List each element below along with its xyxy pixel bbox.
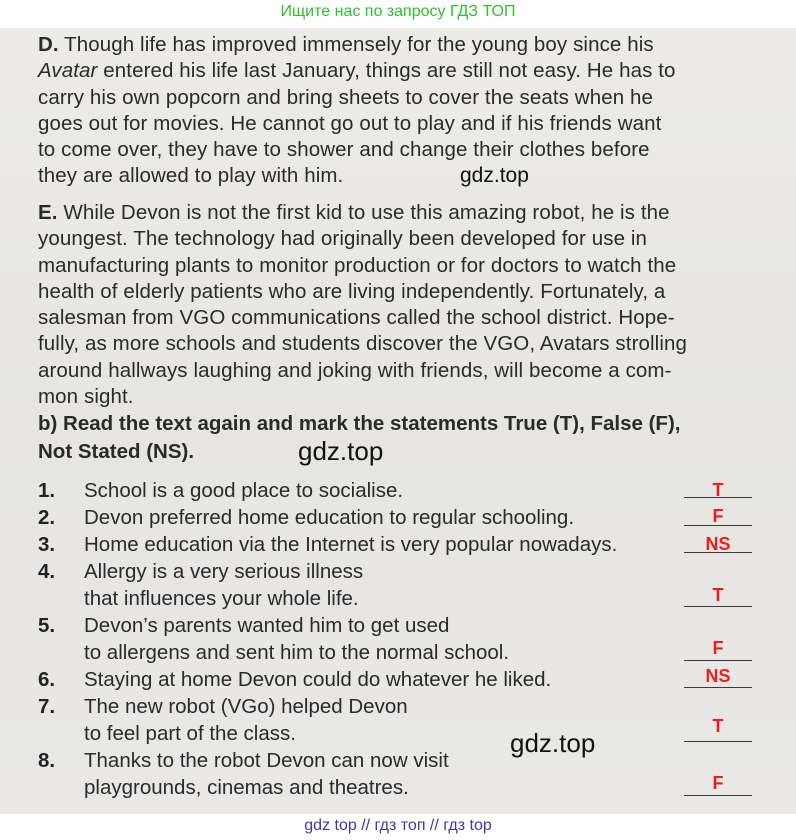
- statement-6-number: 6.: [38, 668, 56, 691]
- statement-5-text-line-1: Devon’s parents wanted him to get used: [84, 614, 450, 637]
- paragraph-d-line-3: carry his own popcorn and bring sheets to cover the seats when he: [38, 85, 654, 109]
- paragraph-e-line-8: mon sight.: [38, 385, 134, 409]
- avatar-italic: Avatar: [38, 59, 98, 83]
- statement-2-blank: [684, 524, 752, 526]
- statement-1-blank: [684, 496, 752, 498]
- top-banner: Ищите нас по запросу ГДЗ ТОП: [0, 0, 796, 28]
- statement-4-text-line-2: that influences your whole life.: [84, 587, 359, 610]
- statement-3-answer: NS: [705, 534, 731, 554]
- paragraph-e-line-5: salesman from VGO communications called the school district. Hope-: [38, 306, 675, 330]
- task-instruction: b) Read the text again and mark the statements True (T), False (F), Not Stated (NS).: [38, 412, 681, 463]
- statement-6-answer: NS: [705, 666, 731, 686]
- paragraph-e-line-1: E. While Devon is not the first kid to use this amazing robot, he is the: [38, 201, 670, 224]
- watermark-2: gdz.top: [298, 436, 384, 466]
- statement-3-blank: [684, 551, 752, 553]
- bottom-banner: gdz top // гдз топ // гдз top: [0, 814, 796, 840]
- statement-4-answer: T: [712, 585, 724, 605]
- statement-7-number: 7.: [38, 695, 56, 718]
- statement-8-number: 8.: [38, 749, 56, 772]
- statement-4-text-line-1: Allergy is a very serious illness: [84, 560, 364, 583]
- statement-1-text: School is a good place to socialise.: [84, 479, 404, 502]
- statement-3-text: Home education via the Internet is very popular nowadays.: [84, 533, 618, 556]
- paragraph-e-line-2: youngest. The technology had originally been developed for use in: [38, 227, 648, 251]
- paragraph-d-line-6: they are allowed to play with him.: [38, 164, 344, 188]
- paragraph-d-letter: D.: [38, 33, 59, 56]
- paragraph-d: [38, 32, 774, 190]
- statement-7-text-line-2: to feel part of the class.: [84, 722, 296, 745]
- statement-6-blank: [684, 686, 752, 688]
- paragraph-d-line-2: Avatar entered his life last January, things are still not easy. He has to: [38, 59, 676, 83]
- statement-4-blank: [684, 605, 752, 607]
- statement-8-answer: F: [712, 773, 724, 793]
- statement-5-answer: F: [712, 638, 724, 658]
- textbook-page: [0, 28, 796, 814]
- statement-7-text-line-1: The new robot (VGo) helped Devon: [84, 695, 408, 718]
- watermark-3: gdz.top: [510, 728, 596, 758]
- paragraph-e-line-3: manufacturing plants to monitor production or for doctors to watch the: [38, 253, 677, 277]
- paragraph-e: [38, 200, 774, 410]
- watermark-1: gdz.top: [460, 164, 529, 187]
- paragraph-e-letter: E.: [38, 201, 58, 224]
- statement-1-number: 1.: [38, 479, 56, 502]
- statement-2-answer: F: [712, 506, 724, 526]
- statement-7-blank: [684, 740, 752, 742]
- statement-2-number: 2.: [38, 506, 56, 529]
- paragraph-e-line-4: health of elderly patients who are living independently. Fortunately, a: [38, 279, 666, 303]
- paragraph-e-line-7: around hallways laughing and joking with friends, will become a com-: [38, 358, 672, 382]
- statement-1-answer: T: [712, 480, 724, 500]
- statement-5-text-line-2: to allergens and sent him to the normal school.: [84, 641, 510, 664]
- statement-8-blank: [684, 794, 752, 796]
- paragraph-e-line-6: fully, as more schools and students discover the VGO, Avatars strolling: [38, 332, 687, 356]
- statement-8-text-line-2: playgrounds, cinemas and theatres.: [84, 776, 409, 799]
- statement-8-text-line-1: Thanks to the robot Devon can now visit: [84, 749, 449, 772]
- statement-5-blank: [684, 659, 752, 661]
- paragraph-d-line-4: goes out for movies. He cannot go out to play and if his friends want: [38, 111, 662, 135]
- statement-2-text: Devon preferred home education to regular schooling.: [84, 506, 575, 529]
- paragraph-d-line-1: D. Though life has improved immensely for the young boy since his: [38, 33, 654, 56]
- statement-7-answer: T: [712, 716, 724, 736]
- statement-5-number: 5.: [38, 614, 56, 637]
- paragraph-d-line-5: to come over, they have to shower and change their clothes before: [38, 138, 650, 162]
- statement-3-number: 3.: [38, 533, 56, 556]
- statement-6-text: Staying at home Devon could do whatever he liked.: [84, 668, 552, 691]
- statement-4-number: 4.: [38, 560, 56, 583]
